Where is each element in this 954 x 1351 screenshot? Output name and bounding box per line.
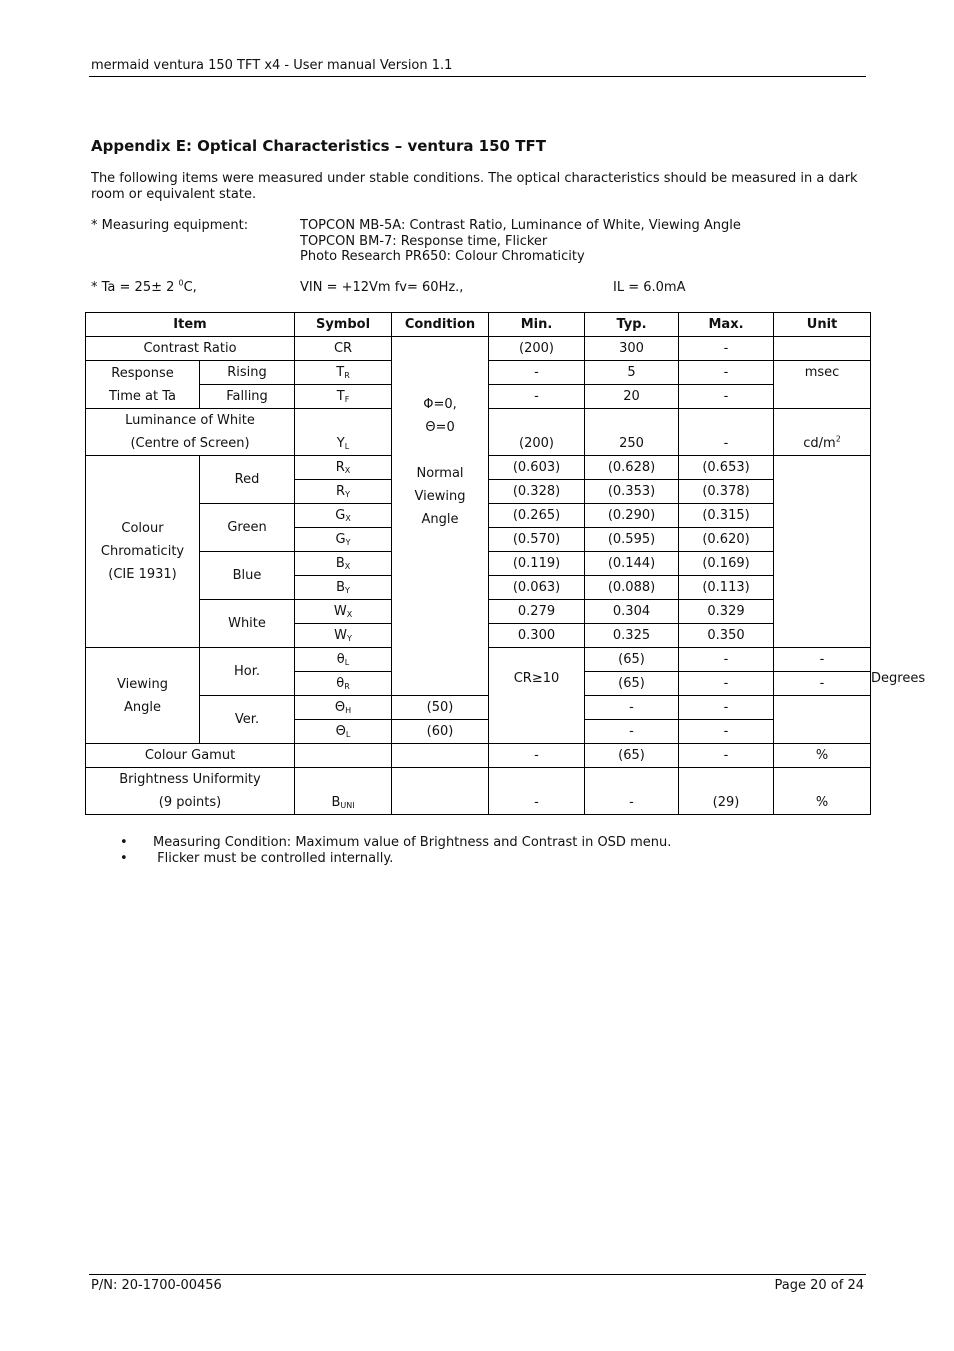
chroma-symbol bbox=[295, 528, 392, 552]
chroma-symbol bbox=[295, 624, 392, 648]
viewing-typ: - bbox=[585, 696, 679, 720]
condition-line: Φ=0, bbox=[423, 397, 457, 412]
rising-typ: 5 bbox=[585, 361, 679, 385]
chroma-max: (0.113) bbox=[679, 576, 774, 600]
gamut-min: - bbox=[489, 744, 585, 768]
chroma-max: 0.329 bbox=[679, 600, 774, 624]
contrast-typ: 300 bbox=[585, 337, 679, 361]
response-item bbox=[86, 361, 200, 409]
luminance-item bbox=[86, 409, 295, 456]
symbol-base: R bbox=[335, 460, 345, 475]
contrast-max: - bbox=[679, 337, 774, 361]
list-item bbox=[120, 851, 671, 867]
symbol-sub: F bbox=[344, 395, 350, 404]
viewing-symbol bbox=[295, 648, 392, 672]
chroma-symbol bbox=[295, 600, 392, 624]
chroma-typ: 0.325 bbox=[585, 624, 679, 648]
header-max: Max. bbox=[679, 313, 774, 337]
luminance-max: - bbox=[679, 409, 774, 456]
viewing-symbol bbox=[295, 696, 392, 720]
chroma-typ: 0.304 bbox=[585, 600, 679, 624]
falling-typ: 20 bbox=[585, 385, 679, 409]
table-row bbox=[86, 337, 871, 361]
viewing-typ: - bbox=[679, 672, 774, 696]
symbol-sub: UNI bbox=[340, 801, 355, 810]
equipment-item: TOPCON MB-5A: Contrast Ratio, Luminance of White, Viewing Angle bbox=[300, 218, 741, 233]
viewing-min: (60) bbox=[392, 720, 489, 744]
contrast-item: Contrast Ratio bbox=[86, 337, 295, 361]
falling-symbol bbox=[295, 385, 392, 409]
rising-min: - bbox=[489, 361, 585, 385]
unit-base: cd/m bbox=[803, 436, 836, 451]
chroma-typ: (0.628) bbox=[585, 456, 679, 480]
falling-label: Falling bbox=[200, 385, 295, 409]
ta-degree-sup: 0 bbox=[178, 278, 184, 288]
gamut-symbol bbox=[295, 744, 392, 768]
contrast-unit bbox=[774, 337, 871, 361]
chroma-group-green: Green bbox=[200, 504, 295, 552]
viewing-item bbox=[86, 648, 200, 744]
symbol-sub: Y bbox=[347, 634, 352, 643]
response-item-line: Time at Ta bbox=[109, 388, 176, 404]
symbol-base: B bbox=[336, 580, 346, 595]
symbol-base: T bbox=[336, 365, 345, 380]
chroma-max: (0.315) bbox=[679, 504, 774, 528]
ta-condition bbox=[91, 280, 197, 295]
viewing-max: - bbox=[679, 720, 774, 744]
viewing-min: (50) bbox=[392, 696, 489, 720]
luminance-unit bbox=[774, 409, 871, 456]
footer-rule bbox=[89, 1274, 866, 1275]
viewing-symbol bbox=[295, 720, 392, 744]
ta-prefix: * Ta = 25± 2 bbox=[91, 280, 179, 295]
part-number: P/N: 20-1700-00456 bbox=[91, 1278, 222, 1293]
chroma-typ: (0.595) bbox=[585, 528, 679, 552]
chroma-typ: (0.144) bbox=[585, 552, 679, 576]
ta-suffix: C, bbox=[183, 280, 197, 295]
chroma-max: 0.350 bbox=[679, 624, 774, 648]
note-text: Flicker must be controlled internally. bbox=[153, 851, 394, 866]
symbol-sub: L bbox=[344, 658, 350, 667]
symbol-sub: R bbox=[344, 371, 350, 380]
viewing-ver-label: Ver. bbox=[200, 696, 295, 744]
equipment-item: Photo Research PR650: Colour Chromaticity bbox=[300, 249, 585, 264]
luminance-typ: 250 bbox=[585, 409, 679, 456]
symbol-sub: L bbox=[345, 730, 351, 739]
contrast-symbol: CR bbox=[295, 337, 392, 361]
intro-paragraph: The following items were measured under stable conditions. The optical characteristics should be measured in a dark room or equivalent state. bbox=[91, 171, 858, 202]
symbol-base: Θ bbox=[335, 724, 346, 739]
measuring-equipment-label: * Measuring equipment: bbox=[91, 218, 249, 233]
header-item: Item bbox=[86, 313, 295, 337]
uniformity-condition bbox=[392, 768, 489, 815]
viewing-symbol bbox=[295, 672, 392, 696]
list-item bbox=[120, 835, 671, 851]
symbol-base: Y bbox=[336, 436, 345, 451]
luminance-min: (200) bbox=[489, 409, 585, 456]
chroma-min: (0.265) bbox=[489, 504, 585, 528]
chroma-typ: (0.290) bbox=[585, 504, 679, 528]
symbol-base: R bbox=[336, 484, 346, 499]
notes-list bbox=[120, 835, 671, 867]
viewing-max: - bbox=[774, 648, 871, 672]
symbol-sub: Y bbox=[345, 586, 350, 595]
rising-symbol bbox=[295, 361, 392, 385]
chroma-group-red: Red bbox=[200, 456, 295, 504]
symbol-base: G bbox=[335, 508, 346, 523]
symbol-base: B bbox=[335, 556, 345, 571]
symbol-sub: R bbox=[344, 682, 350, 691]
uniformity-typ: - bbox=[585, 768, 679, 815]
vin-condition: VIN = +12Vm fv= 60Hz., bbox=[300, 280, 464, 295]
viewing-min: (65) bbox=[585, 648, 679, 672]
chroma-symbol bbox=[295, 456, 392, 480]
symbol-base: G bbox=[335, 532, 346, 547]
symbol-base: Θ bbox=[334, 700, 346, 715]
chroma-symbol bbox=[295, 576, 392, 600]
viewing-hor-label: Hor. bbox=[200, 648, 295, 696]
uniformity-max: (29) bbox=[679, 768, 774, 815]
appendix-title: Appendix E: Optical Characteristics – ventura 150 TFT bbox=[91, 137, 546, 155]
chromaticity-item bbox=[86, 456, 200, 648]
luminance-symbol bbox=[295, 409, 392, 456]
table-row bbox=[86, 744, 871, 768]
condition-line: Viewing bbox=[414, 489, 466, 504]
viewing-max: - bbox=[774, 672, 871, 696]
measuring-equipment-list bbox=[300, 218, 741, 265]
symbol-sub: X bbox=[344, 562, 351, 571]
symbol-base: W bbox=[333, 604, 347, 619]
viewing-typ: - bbox=[585, 720, 679, 744]
chromaticity-item-line: (CIE 1931) bbox=[108, 567, 177, 582]
chroma-typ: (0.088) bbox=[585, 576, 679, 600]
falling-min: - bbox=[489, 385, 585, 409]
chroma-symbol bbox=[295, 480, 392, 504]
symbol-sub: X bbox=[344, 466, 351, 475]
rising-label: Rising bbox=[200, 361, 295, 385]
equipment-item: TOPCON BM-7: Response time, Flicker bbox=[300, 233, 548, 249]
header-typ: Typ. bbox=[585, 313, 679, 337]
chroma-typ: (0.353) bbox=[585, 480, 679, 504]
uniformity-min: - bbox=[489, 768, 585, 815]
luminance-item-line: (Centre of Screen) bbox=[130, 436, 250, 451]
page-header-text: mermaid ventura 150 TFT x4 - User manual Version 1.1 bbox=[91, 58, 453, 73]
note-text: Measuring Condition: Maximum value of Brightness and Contrast in OSD menu. bbox=[153, 835, 672, 850]
chroma-min: (0.328) bbox=[489, 480, 585, 504]
symbol-base: T bbox=[336, 389, 345, 404]
uniformity-unit: % bbox=[774, 768, 871, 815]
chroma-max: (0.169) bbox=[679, 552, 774, 576]
il-condition: IL = 6.0mA bbox=[613, 280, 686, 295]
symbol-sub: L bbox=[344, 442, 350, 451]
symbol-sub: H bbox=[345, 706, 352, 715]
header-min: Min. bbox=[489, 313, 585, 337]
bullet-icon: • bbox=[120, 835, 128, 850]
chroma-min: (0.570) bbox=[489, 528, 585, 552]
viewing-typ: - bbox=[679, 648, 774, 672]
chromaticity-item-line: Chromaticity bbox=[100, 544, 185, 559]
chromaticity-item-line: Colour bbox=[121, 521, 164, 536]
header-condition: Condition bbox=[392, 313, 489, 337]
uniformity-item-line: Brightness Uniformity bbox=[119, 772, 261, 787]
gamut-unit: % bbox=[774, 744, 871, 768]
uniformity-item-line: (9 points) bbox=[158, 795, 222, 810]
chroma-min: (0.119) bbox=[489, 552, 585, 576]
chroma-min: (0.603) bbox=[489, 456, 585, 480]
chroma-unit bbox=[774, 456, 871, 648]
symbol-sub: Y bbox=[345, 538, 351, 547]
table-header-row bbox=[86, 313, 871, 337]
gamut-item: Colour Gamut bbox=[86, 744, 295, 768]
symbol-sub: X bbox=[346, 610, 353, 619]
symbol-base: θ bbox=[336, 676, 345, 691]
symbol-base: θ bbox=[336, 652, 345, 667]
chroma-max: (0.653) bbox=[679, 456, 774, 480]
gamut-typ: (65) bbox=[585, 744, 679, 768]
uniformity-symbol bbox=[295, 768, 392, 815]
symbol-base: W bbox=[334, 628, 347, 643]
chroma-group-blue: Blue bbox=[200, 552, 295, 600]
contrast-min: (200) bbox=[489, 337, 585, 361]
viewing-condition: CR≥10 bbox=[489, 648, 585, 744]
chroma-min: 0.300 bbox=[489, 624, 585, 648]
viewing-item-line: Angle bbox=[124, 699, 161, 715]
symbol-sub: X bbox=[345, 514, 351, 523]
chroma-max: (0.620) bbox=[679, 528, 774, 552]
header-symbol: Symbol bbox=[295, 313, 392, 337]
gamut-max: - bbox=[679, 744, 774, 768]
response-item-line: Response bbox=[111, 365, 174, 381]
chroma-min: (0.063) bbox=[489, 576, 585, 600]
luminance-item-line: Luminance of White bbox=[125, 413, 255, 428]
symbol-base: B bbox=[331, 795, 341, 810]
table-row bbox=[86, 768, 871, 815]
viewing-min: (65) bbox=[585, 672, 679, 696]
response-unit: msec bbox=[774, 361, 871, 409]
header-unit: Unit bbox=[774, 313, 871, 337]
table-row bbox=[86, 696, 871, 720]
chroma-max: (0.378) bbox=[679, 480, 774, 504]
optical-characteristics-table bbox=[85, 312, 926, 815]
condition-normal-viewing bbox=[392, 337, 489, 696]
chroma-group-white: White bbox=[200, 600, 295, 648]
gamut-condition bbox=[392, 744, 489, 768]
header-rule bbox=[89, 76, 866, 77]
viewing-max: - bbox=[679, 696, 774, 720]
condition-line: Angle bbox=[421, 512, 459, 527]
falling-max: - bbox=[679, 385, 774, 409]
unit-sup: 2 bbox=[835, 434, 841, 444]
table-row: Viewing Angle Hor. $\theta_L$ CR≥10 (65) - - Degrees bbox=[86, 648, 871, 672]
page-number: Page 20 of 24 bbox=[774, 1278, 864, 1293]
rising-max: - bbox=[679, 361, 774, 385]
condition-line: Normal bbox=[416, 466, 464, 481]
symbol-sub: Y bbox=[345, 490, 350, 499]
condition-line: Θ=0 bbox=[425, 420, 455, 435]
chroma-min: 0.279 bbox=[489, 600, 585, 624]
bullet-icon: • bbox=[120, 851, 128, 866]
uniformity-item bbox=[86, 768, 295, 815]
chroma-symbol bbox=[295, 504, 392, 528]
chroma-symbol bbox=[295, 552, 392, 576]
viewing-item-line: Viewing bbox=[117, 676, 168, 692]
